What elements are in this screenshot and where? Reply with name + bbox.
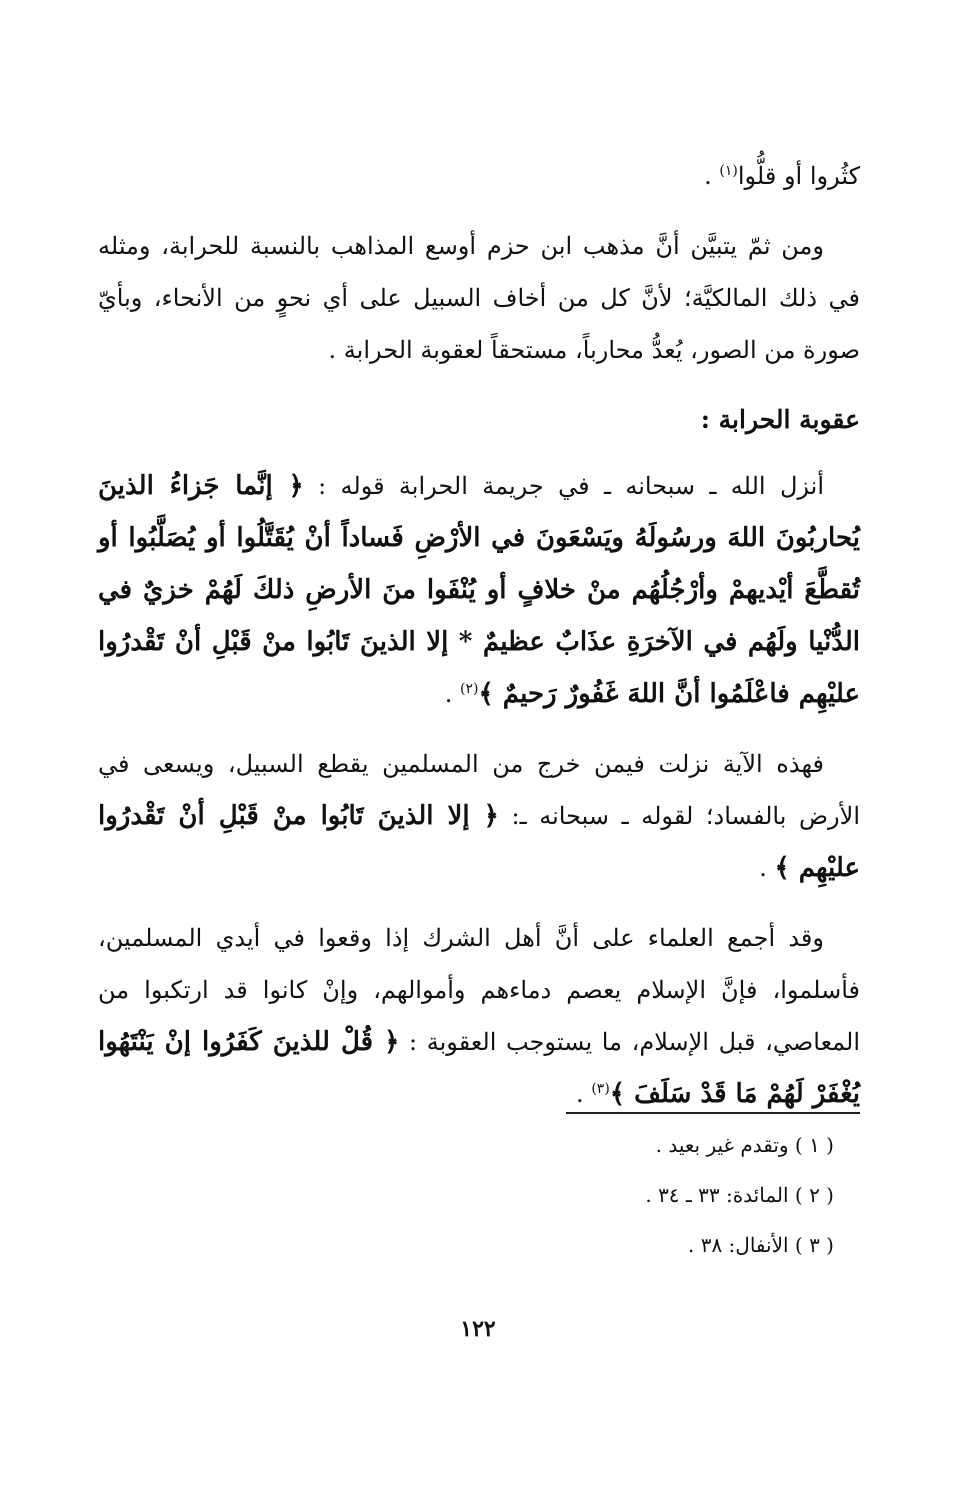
paragraph-3 [98,460,860,720]
main-text [98,150,860,1138]
footnote-divider [566,1112,860,1114]
footnote-2: ( ٢ ) المائدة: ٣٣ ـ ٣٤ . [645,1183,834,1207]
footnote-1: ( ١ ) وتقدم غير بعيد . [655,1133,834,1157]
paragraph-5-end: . [576,1080,592,1108]
paragraph-1-text: كثُروا أو قلُّوا [737,162,860,190]
paragraph-1 [98,150,860,202]
paragraph-3-lead: أنزل الله ـ سبحانه ـ في جريمة الحرابة قوله : [303,472,824,500]
paragraph-2: ومن ثمّ يتبيَّن أنَّ مذهب ابن حزم أوسع المذاهب بالنسبة للحرابة، ومثله في ذلك المالكيَّة؛ لأنَّ كل من أخاف السبيل على أي نحوٍ من الأنحاء، وبأيّ صورة من الصور، يُعدُّ محارباً، مستحقاً لعقوبة الحرابة . [98,232,860,364]
quran-verse-2: ﴿ إلا الذينَ تَابُوا منْ قَبْلِ أنْ تَقْدرُوا عليْهِم ﴾ [98,801,860,883]
page-number: ١٢٢ [460,1316,496,1342]
paragraph-5-lead: وقد أجمع العلماء على أنَّ أهل الشرك إذا وقعوا في أيدي المسلمين، فأسلموا، فإنَّ الإسلام يعصم دماءهم وأموالهم، وإنْ كانوا قد ارتكبوا من المعاصي، قبل الإسلام، ما يستوجب العقوبة : [98,924,861,1056]
footnotes [414,1130,834,1280]
paragraph-5 [98,912,860,1120]
footnote-3: ( ٣ ) الأنفال: ٣٨ . [687,1233,834,1257]
paragraph-1-end: . [704,162,720,190]
footnote-ref-3: (٣) [591,1081,610,1097]
paragraph-4-end: . [759,854,775,882]
quran-verse-3: ﴿ قُلْ للذينَ كَفَرُوا إنْ يَنْتَهُوا يُغْفَرْ لَهُمْ مَا قَدْ سَلَفَ ﴾ [98,1027,860,1109]
paragraph-4-lead: فهذه الآية نزلت فيمن خرج من المسلمين يقطع السبيل، ويسعى في الأرض بالفساد؛ لقوله ـ سبحانه ـ: [98,750,860,830]
footnote-ref-1: (١) [719,163,738,179]
paragraph-3-end: . [444,680,461,708]
paragraph-4 [98,738,860,894]
section-heading: عقوبة الحرابة : [700,405,860,434]
quran-verse-1: ﴿ إنَّما جَزاءُ الذينَ يُحاربُونَ اللهَ ورسُولَهُ ويَسْعَونَ في الأرْضِ فَساداً أنْ يُقَتَّلُوا أو يُصَلَّبُوا أو تُقطَّعَ أيْديهمْ وأرْجُلُهُم منْ خلافٍ أو يُنْفَوا منَ الأرضِ ذلكَ لَهُمْ خزيٌ في الدُّنْيا ولَهُم في الآخرَةِ عذَابٌ عظيمٌ * إلا الذينَ تَابُوا منْ قَبْلِ أنْ تَقْدرُوا عليْهِم فاعْلَمُوا أنَّ اللهَ غَفُورٌ رَحيمٌ ﴾ [98,471,860,709]
footnote-ref-2: (٢) [460,681,479,697]
